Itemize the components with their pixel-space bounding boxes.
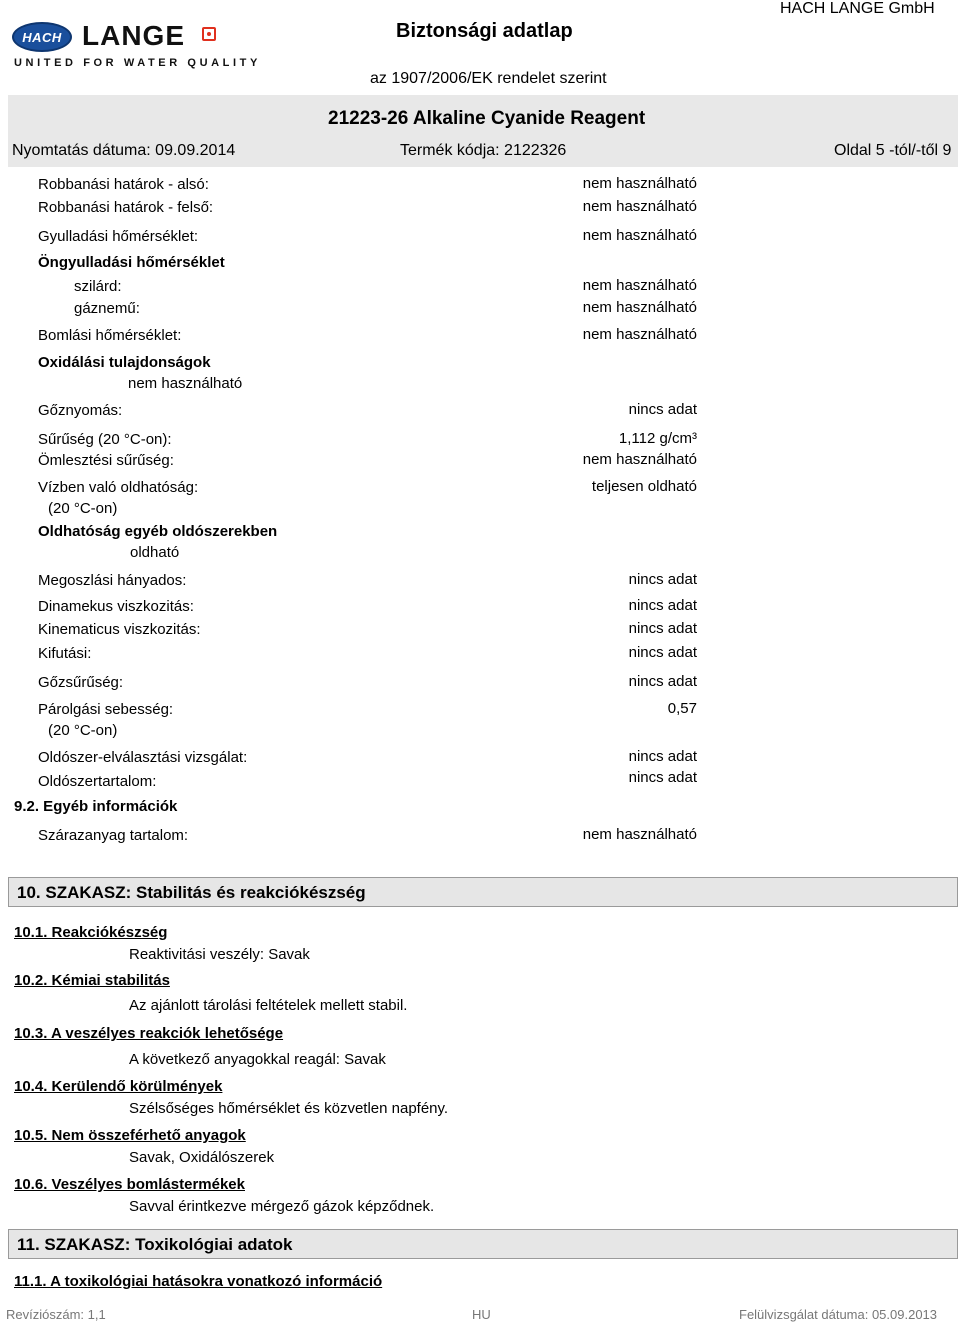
subsection-heading: 10.5. Nem összeférhető anyagok — [14, 1127, 246, 1144]
property-value: nincs adat — [628, 401, 697, 418]
property-label: szilárd: — [74, 278, 122, 295]
subsection-text: Az ajánlott tárolási feltételek mellett stabil. — [129, 997, 408, 1014]
subsection-text: Savval érintkezve mérgező gázok képződnek. — [129, 1198, 435, 1215]
property-label: Gyulladási hőmérséklet: — [38, 228, 199, 245]
property-label: Ömlesztési sűrűség: — [38, 452, 174, 469]
lange-mark-icon — [202, 27, 216, 41]
regulation-note: az 1907/2006/EK rendelet szerint — [370, 70, 607, 87]
print-date: Nyomtatás dátuma: 09.09.2014 — [12, 142, 236, 159]
property-sub-value: oldható — [130, 544, 180, 561]
property-label: Gőzsűrűség: — [38, 674, 124, 691]
property-value: nincs adat — [628, 571, 697, 588]
section-10-header — [8, 877, 958, 907]
property-value: nem használható — [582, 326, 697, 343]
logo-wordmark: LANGE — [82, 20, 185, 51]
subsection-heading: 10.6. Veszélyes bomlástermékek — [14, 1176, 245, 1193]
property-value: nincs adat — [628, 769, 697, 786]
property-label: Oldószer-elválasztási vizsgálat: — [38, 749, 248, 766]
product-name: 21223-26 Alkaline Cyanide Reagent — [328, 108, 646, 129]
property-value: teljesen oldható — [591, 478, 697, 495]
subsection-heading: 9.2. Egyéb információk — [14, 798, 178, 815]
property-label: Dinamekus viszkozitás: — [38, 598, 194, 615]
property-sub-value: nem használható — [128, 375, 243, 392]
company-name: HACH LANGE GmbH — [780, 0, 935, 17]
property-value: nincs adat — [628, 673, 697, 690]
property-label: Kifutási: — [38, 645, 92, 662]
subsection-text: Reaktivitási veszély: Savak — [129, 946, 310, 963]
section-11-title: 11. SZAKASZ: Toxikológiai adatok — [17, 1235, 293, 1254]
property-value: nem használható — [582, 277, 697, 294]
hach-badge-text: HACH — [22, 30, 62, 45]
subsection-heading: 10.3. A veszélyes reakciók lehetősége — [14, 1025, 284, 1042]
property-group-heading: Oldhatóság egyéb oldószerekben — [38, 523, 278, 540]
language-code: HU — [472, 1307, 491, 1322]
property-condition: (20 °C-on) — [48, 500, 118, 517]
subsection-text: Savak, Oxidálószerek — [129, 1149, 275, 1166]
hach-badge — [12, 22, 72, 52]
property-value: nem használható — [582, 826, 697, 843]
subsection-heading: 10.2. Kémiai stabilitás — [14, 972, 170, 989]
property-label: Sűrűség (20 °C-on): — [38, 431, 172, 448]
property-label: gáznemű: — [74, 300, 140, 317]
property-label: Párolgási sebesség: — [38, 701, 174, 718]
document-title: Biztonsági adatlap — [396, 20, 573, 42]
property-group-heading: Oxidálási tulajdonságok — [38, 354, 211, 371]
logo-tagline: UNITED FOR WATER QUALITY — [14, 57, 261, 69]
property-label: Robbanási határok - alsó: — [38, 176, 209, 193]
subsection-text: Szélsőséges hőmérséklet és közvetlen napfény. — [129, 1100, 449, 1117]
property-label: Gőznyomás: — [38, 402, 123, 419]
property-group-heading: Öngyulladási hőmérséklet — [38, 254, 225, 271]
property-value: nem használható — [582, 451, 697, 468]
property-condition: (20 °C-on) — [48, 722, 118, 739]
property-label: Robbanási határok - felső: — [38, 199, 214, 216]
subsection-text: A következő anyagokkal reagál: Savak — [129, 1051, 386, 1068]
page-number: Oldal 5 -tól/-től 9 — [834, 142, 952, 159]
property-value: nincs adat — [628, 748, 697, 765]
property-value: nincs adat — [628, 620, 697, 637]
property-value: nem használható — [582, 299, 697, 316]
subsection-heading: 10.1. Reakciókészség — [14, 924, 168, 941]
property-value: 1,112 g/cm³ — [618, 430, 697, 447]
property-value: nincs adat — [628, 597, 697, 614]
property-value: nincs adat — [628, 644, 697, 661]
property-label: Vízben való oldhatóság: — [38, 479, 199, 496]
property-label: Szárazanyag tartalom: — [38, 827, 189, 844]
hach-lange-logo — [10, 20, 261, 70]
property-value: nem használható — [582, 198, 697, 215]
section-10-title: 10. SZAKASZ: Stabilitás és reakciókészség — [17, 883, 366, 902]
property-value: 0,57 — [667, 700, 697, 717]
revision-number: Revíziószám: 1,1 — [6, 1307, 106, 1322]
property-label: Oldószertartalom: — [38, 773, 157, 790]
subsection-heading: 11.1. A toxikológiai hatásokra vonatkozó információ — [14, 1273, 383, 1290]
subsection-heading: 10.4. Kerülendő körülmények — [14, 1078, 223, 1095]
property-label: Bomlási hőmérséklet: — [38, 327, 182, 344]
section-11-header — [8, 1229, 958, 1259]
property-value: nem használható — [582, 175, 697, 192]
property-value: nem használható — [582, 227, 697, 244]
product-code: Termék kódja: 2122326 — [400, 142, 567, 159]
property-label: Megoszlási hányados: — [38, 572, 187, 589]
property-label: Kinematicus viszkozitás: — [38, 621, 201, 638]
review-date: Felülvizsgálat dátuma: 05.09.2013 — [739, 1307, 938, 1322]
